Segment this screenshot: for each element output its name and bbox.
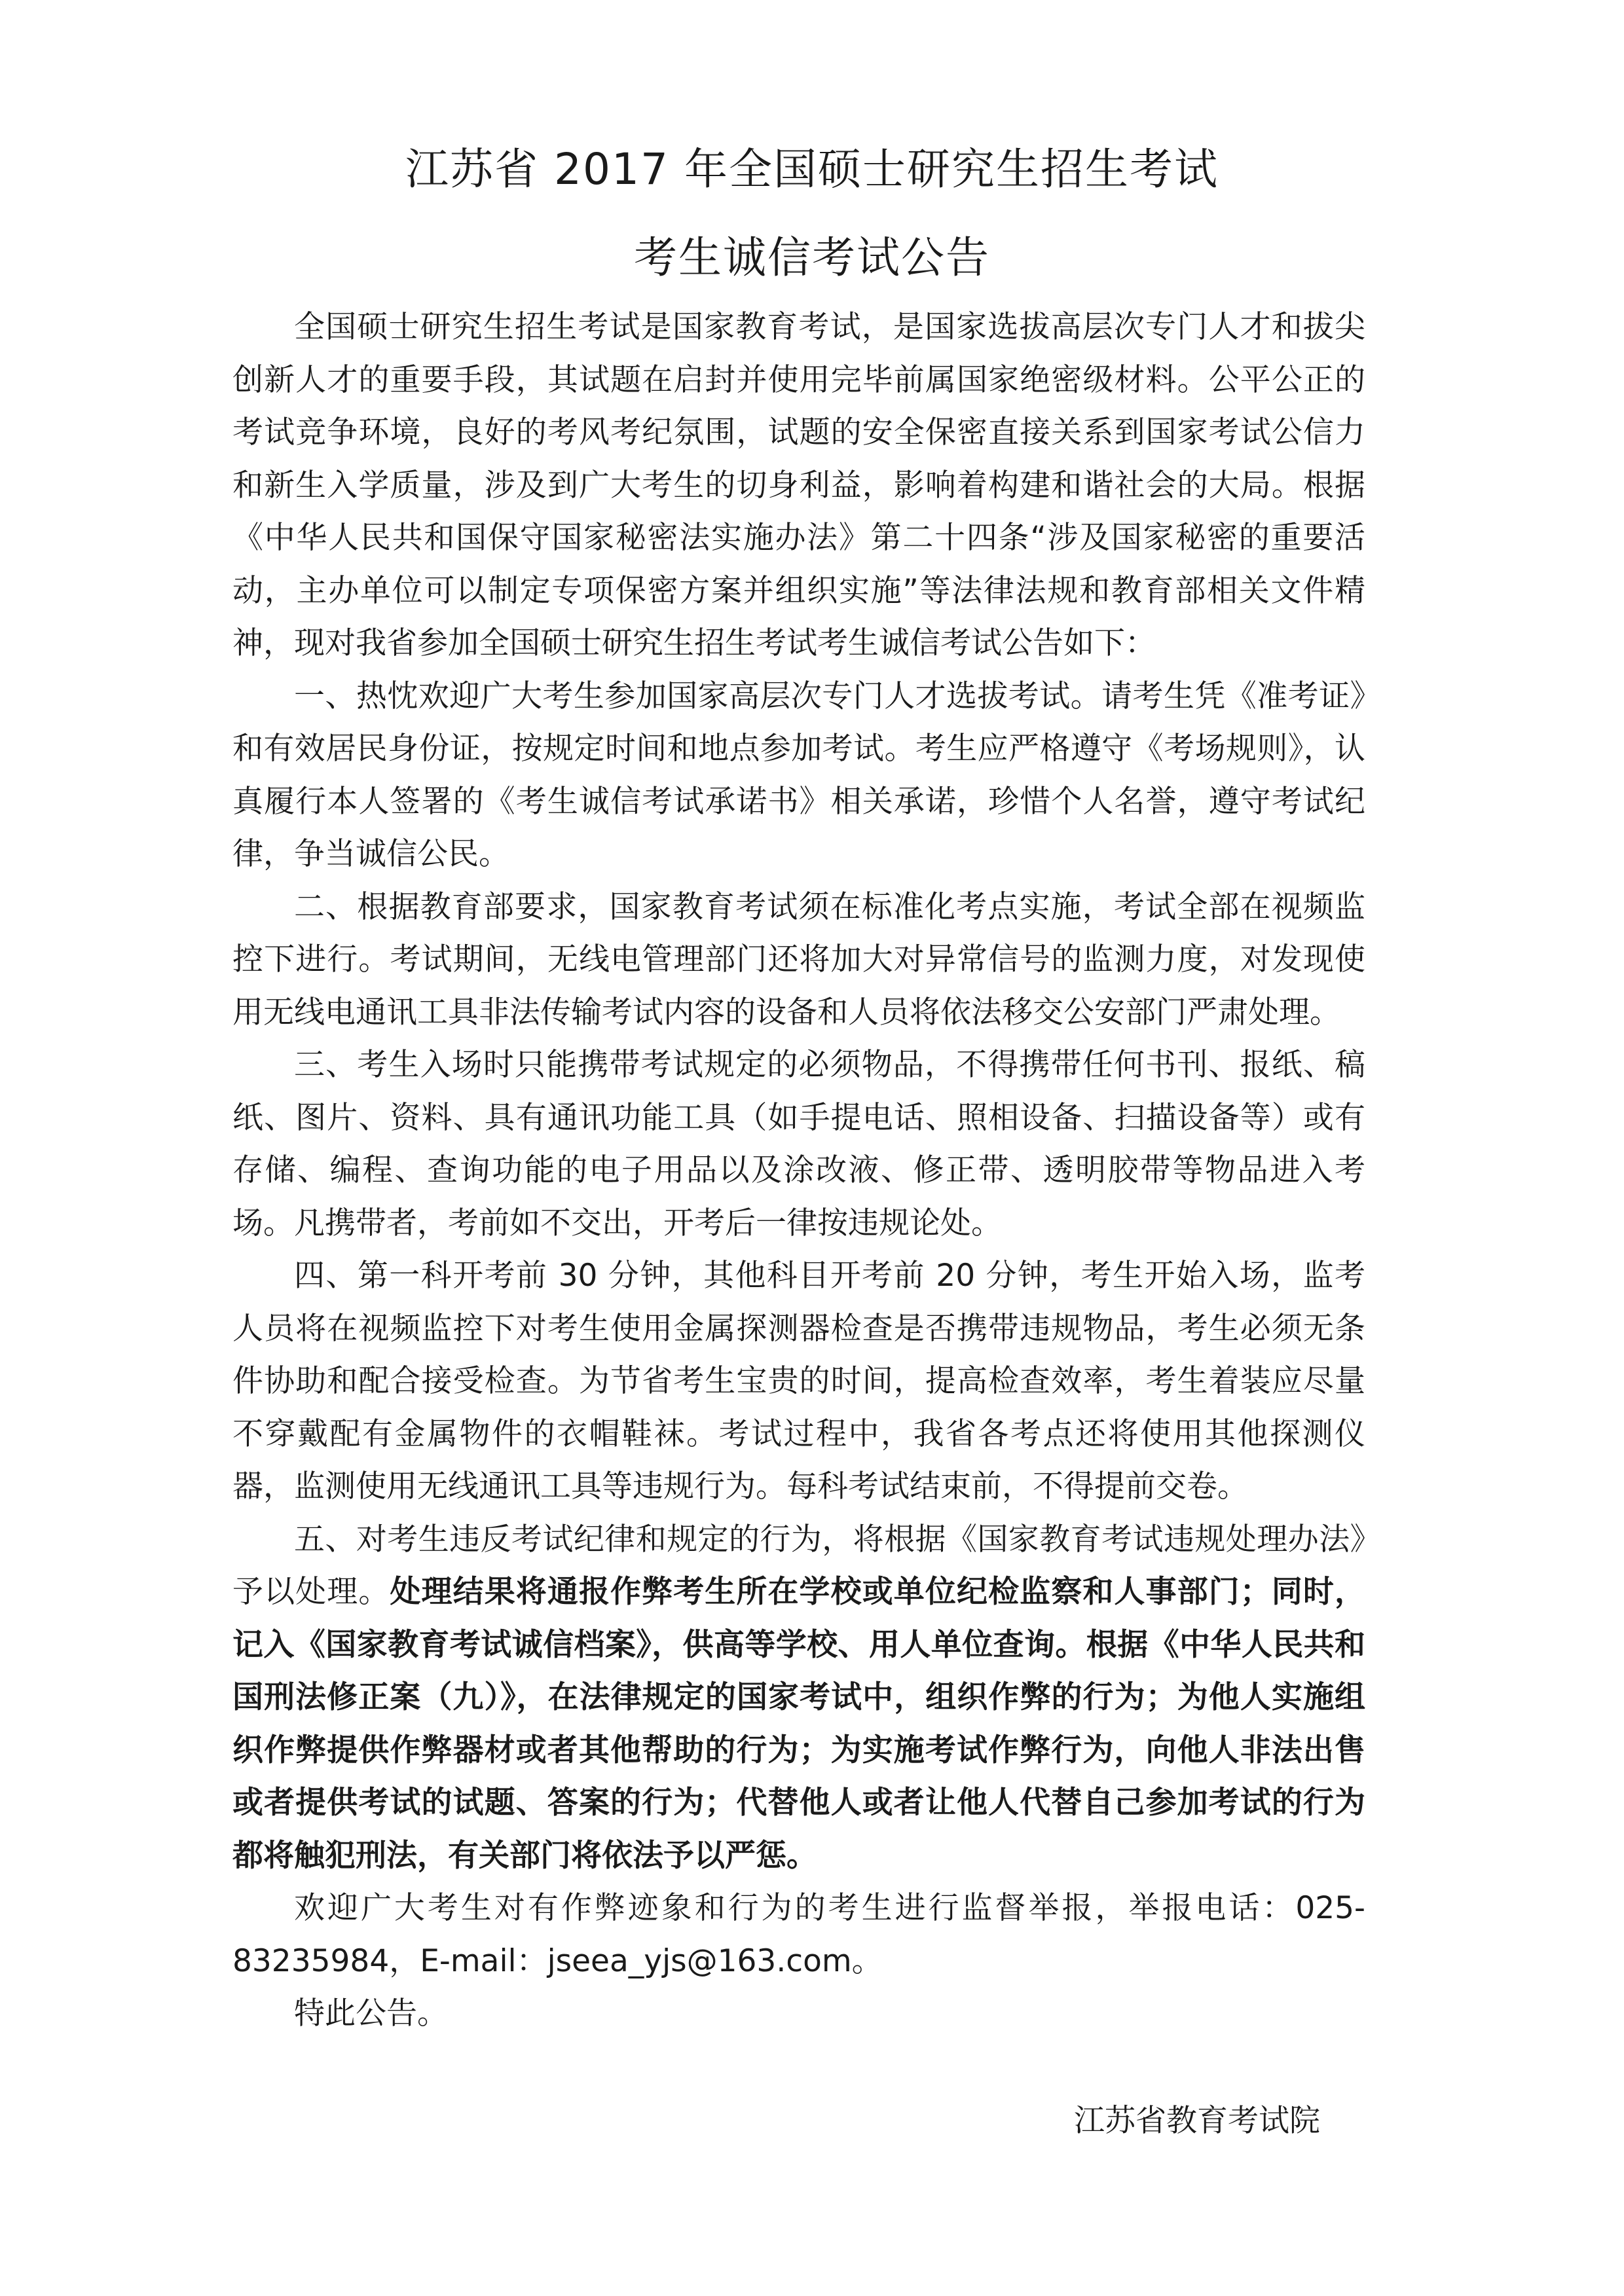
issuer-signature: 江苏省教育考试院 [1074, 2103, 1320, 2139]
paragraph-5-bold-text: 处理结果将通报作弊考生所在学校或单位纪检监察和人事部门；同时，记入《国家教育考试诚信档案》，供高等学校、用人单位查询。根据《中华人民共和国刑法修正案（九）》，在法律规定的国家考试中，组织作弊的行为；为他人实施组织作弊提供作弊器材或者其他帮助的行为；为实施考试作弊行为，向他人非法出售或者提供考试的试题、答案的行为；代替他人或者让他人代替自己参加考试的行为都将触犯刑法，有关部门将依法予以严惩。 [232, 1574, 1366, 1874]
paragraph-6: 欢迎广大考生对有作弊迹象和行为的考生进行监督举报，举报电话：025-83235984，E-mail：jseea_yjs@163.com。 [232, 1890, 1365, 1979]
paragraph-5-normal-text: 五、对考生违反考试纪律和规定的行为，将根据《国家教育考试违规处理办法》予以处理。 [232, 1521, 1365, 1610]
paragraph-1: 一、热忱欢迎广大考生参加国家高层次专门人才选拔考试。请考生凭《准考证》和有效居民身份证，按规定时间和地点参加考试。考生应严格遵守《考场规则》，认真履行本人签署的《考生诚信考试承诺书》相关承诺，珍惜个人名誉，遵守考试纪律，争当诚信公民。 [232, 678, 1365, 872]
paragraph-2: 二、根据教育部要求，国家教育考试须在标准化考点实施，考试全部在视频监控下进行。考试期间，无线电管理部门还将加大对异常信号的监测力度，对发现使用无线电通讯工具非法传输考试内容的设备和人员将依法移交公安部门严肃处理。 [232, 888, 1365, 1030]
paragraph-5 [232, 1514, 1365, 1883]
document-body [232, 301, 1365, 2041]
paragraph-3: 三、考生入场时只能携带考试规定的必须物品，不得携带任何书刊、报纸、稿纸、图片、资料、具有通讯功能工具（如手提电话、照相设备、扫描设备等）或有存储、编程、查询功能的电子用品以及涂改液、修正带、透明胶带等物品进入考场。凡携带者，考前如不交出，开考后一律按违规论处。 [232, 1047, 1365, 1241]
document-title-line-2: 考生诚信考试公告 [634, 232, 990, 283]
paragraph-4: 四、第一科开考前 30 分钟，其他科目开考前 20 分钟，考生开始入场，监考人员将在视频监控下对考生使用金属探测器检查是否携带违规物品，考生必须无条件协助和配合接受检查。为节省考生宝贵的时间，提高检查效率，考生着装应尽量不穿戴配有金属物件的衣帽鞋袜。考试过程中，我省各考点还将使用其他探测仪器，监测使用无线通讯工具等违规行为。每科考试结束前，不得提前交卷。 [232, 1258, 1365, 1504]
paragraph-intro: 全国硕士研究生招生考试是国家教育考试，是国家选拔高层次专门人才和拔尖创新人才的重要手段，其试题在启封并使用完毕前属国家绝密级材料。公平公正的考试竞争环境，良好的考风考纪氛围，试题的安全保密直接关系到国家考试公信力和新生入学质量，涉及到广大考生的切身利益，影响着构建和谐社会的大局。根据《中华人民共和国保守国家秘密法实施办法》第二十四条“涉及国家秘密的重要活动，主办单位可以制定专项保密方案并组织实施”等法律法规和教育部相关文件精神，现对我省参加全国硕士研究生招生考试考生诚信考试公告如下： [232, 309, 1365, 661]
document-title-line-1: 江苏省 2017 年全国硕士研究生招生考试 [405, 144, 1219, 194]
paragraph-7: 特此公告。 [294, 1995, 448, 2032]
